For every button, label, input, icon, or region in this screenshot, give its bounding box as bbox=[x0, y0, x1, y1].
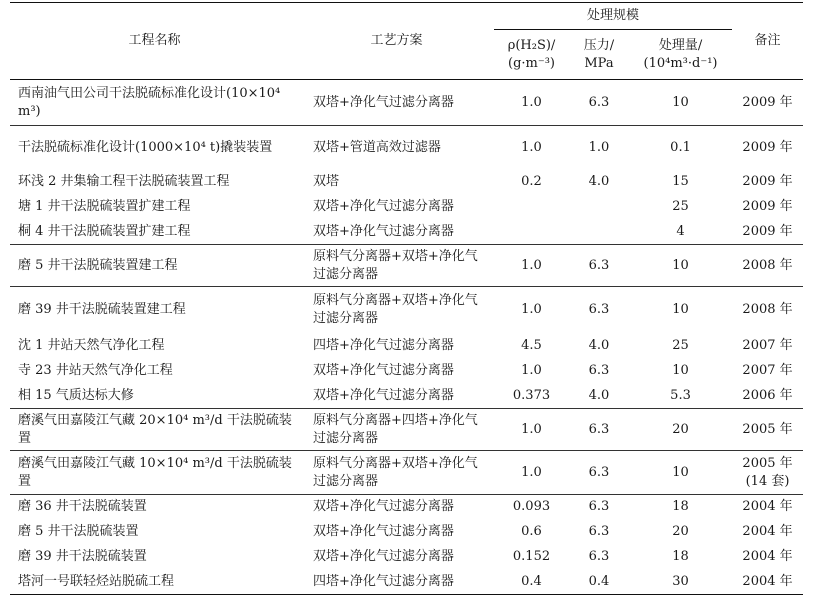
h2s-cell: 0.2 bbox=[521, 174, 542, 189]
process-scheme-cell: 双塔+管道高效过滤器 bbox=[299, 126, 494, 170]
pressure-cell: 6.3 bbox=[569, 245, 629, 287]
pressure-cell: 6.3 bbox=[588, 524, 610, 539]
note-cell: 2009 年 bbox=[732, 126, 803, 170]
note-cell: 2004 年 bbox=[732, 495, 803, 520]
h2s-cell: 0.373 bbox=[512, 387, 551, 403]
header-pressure-line1: 压力/ bbox=[583, 37, 615, 53]
h2s-cell: 0.152 bbox=[512, 549, 551, 564]
process-scheme-cell: 双塔 bbox=[313, 174, 340, 189]
process-scheme-cell: 双塔+净化气过滤分离器 bbox=[313, 549, 454, 564]
table-row bbox=[10, 570, 803, 595]
capacity-cell: 4 bbox=[676, 223, 685, 239]
pressure-cell: 1.0 bbox=[569, 126, 629, 170]
note-cell: 2007 年 bbox=[742, 363, 793, 378]
pressure-cell: 6.3 bbox=[569, 495, 629, 520]
capacity-cell: 30 bbox=[629, 570, 732, 595]
project-name-cell: 寺 23 井站天然气净化工程 bbox=[18, 363, 173, 378]
h2s-cell: 1.0 bbox=[494, 409, 569, 451]
h2s-cell bbox=[494, 195, 569, 220]
process-scheme-cell: 双塔+净化气过滤分离器 bbox=[313, 199, 454, 214]
pressure-cell: 6.3 bbox=[569, 409, 629, 451]
process-scheme-cell: 双塔+净化气过滤分离器 bbox=[313, 387, 454, 403]
table-body bbox=[10, 80, 803, 595]
pressure-cell: 6.3 bbox=[569, 287, 629, 334]
project-name-cell: 相 15 气质达标大修 bbox=[18, 387, 134, 403]
header-capacity bbox=[629, 30, 732, 80]
process-scheme-cell: 四塔+净化气过滤分离器 bbox=[299, 570, 494, 595]
pressure-cell: 4.0 bbox=[588, 338, 610, 353]
capacity-cell: 10 bbox=[629, 287, 732, 334]
capacity-cell: 10 bbox=[629, 245, 732, 287]
table-row bbox=[10, 520, 803, 545]
h2s-cell: 0.4 bbox=[494, 570, 569, 595]
project-name-cell: 磨溪气田嘉陵江气藏 10×10⁴ m³/d 干法脱硫装置 bbox=[10, 451, 299, 495]
pressure-cell: 6.3 bbox=[588, 363, 610, 378]
project-name-cell: 磨溪气田嘉陵江气藏 20×10⁴ m³/d 干法脱硫装置 bbox=[10, 409, 299, 451]
project-name-cell: 磨 36 井干法脱硫装置 bbox=[10, 495, 299, 520]
pressure-cell bbox=[569, 220, 629, 245]
process-scheme-cell: 四塔+净化气过滤分离器 bbox=[313, 338, 454, 353]
capacity-cell: 10 bbox=[672, 94, 689, 110]
pressure-cell: 6.3 bbox=[588, 549, 610, 564]
table-row bbox=[10, 287, 803, 334]
header-pressure-line2: MPa bbox=[584, 55, 614, 71]
header-h2s-line1: ρ(H₂S)/ bbox=[507, 37, 556, 53]
header-note: 备注 bbox=[732, 3, 803, 80]
capacity-cell: 10 bbox=[629, 451, 732, 495]
table-row bbox=[10, 80, 803, 126]
capacity-cell: 15 bbox=[672, 174, 689, 189]
h2s-cell: 1.0 bbox=[494, 451, 569, 495]
note-cell: 2008 年 bbox=[732, 245, 803, 287]
process-scheme-cell: 原料气分离器+双塔+净化气过滤分离器 bbox=[299, 287, 494, 334]
process-scheme-cell: 双塔+净化气过滤分离器 bbox=[313, 524, 454, 539]
table-row bbox=[10, 409, 803, 451]
h2s-cell: 0.093 bbox=[494, 495, 569, 520]
project-name-cell: 桐 4 井干法脱硫装置扩建工程 bbox=[18, 223, 191, 239]
header-h2s-concentration bbox=[494, 30, 569, 80]
project-name-cell: 磨 39 井干法脱硫装置 bbox=[18, 549, 147, 564]
header-pressure bbox=[569, 30, 629, 80]
process-scheme-cell: 双塔+净化气过滤分离器 bbox=[313, 223, 454, 239]
capacity-cell: 5.3 bbox=[670, 387, 691, 403]
h2s-cell: 0.6 bbox=[521, 524, 542, 539]
header-capacity-line1: 处理量/ bbox=[658, 37, 703, 53]
table-row bbox=[10, 245, 803, 287]
header-treatment-scale: 处理规模 bbox=[494, 3, 732, 30]
table-row bbox=[10, 195, 803, 220]
h2s-cell: 1.0 bbox=[494, 126, 569, 170]
process-scheme-cell: 原料气分离器+双塔+净化气过滤分离器 bbox=[299, 245, 494, 287]
process-scheme-cell: 原料气分离器+四塔+净化气过滤分离器 bbox=[299, 409, 494, 451]
table-row bbox=[10, 545, 803, 570]
project-name-cell: 磨 5 井干法脱硫装置 bbox=[18, 524, 139, 539]
capacity-cell: 25 bbox=[672, 199, 689, 214]
pressure-cell: 6.3 bbox=[588, 94, 610, 110]
project-name-cell: 塘 1 井干法脱硫装置扩建工程 bbox=[18, 199, 191, 214]
project-name-cell: 干法脱硫标准化设计(1000×10⁴ t)撬装装置 bbox=[10, 126, 299, 170]
project-name-cell: 塔河一号联轻烃站脱硫工程 bbox=[10, 570, 299, 595]
note-cell: 2007 年 bbox=[742, 338, 793, 353]
pressure-cell: 0.4 bbox=[569, 570, 629, 595]
pressure-cell: 6.3 bbox=[569, 451, 629, 495]
table-row bbox=[10, 126, 803, 170]
note-cell: 2005 年 bbox=[732, 409, 803, 451]
pressure-cell: 4.0 bbox=[588, 174, 610, 189]
capacity-cell: 0.1 bbox=[629, 126, 732, 170]
table-header bbox=[10, 3, 803, 80]
process-scheme-cell: 原料气分离器+双塔+净化气过滤分离器 bbox=[299, 451, 494, 495]
table-row bbox=[10, 495, 803, 520]
note-cell: 2006 年 bbox=[742, 387, 793, 403]
pressure-cell: 4.0 bbox=[588, 387, 610, 403]
table-row bbox=[10, 359, 803, 384]
project-name-cell: 磨 39 井干法脱硫装置建工程 bbox=[10, 287, 299, 334]
process-scheme-cell: 双塔+净化气过滤分离器 bbox=[313, 363, 454, 378]
capacity-cell: 20 bbox=[672, 524, 689, 539]
note-cell: 2009 年 bbox=[742, 94, 793, 110]
pressure-cell bbox=[569, 195, 629, 220]
note-cell: 2008 年 bbox=[732, 287, 803, 334]
note-cell: 2004 年 bbox=[732, 570, 803, 595]
h2s-cell: 1.0 bbox=[521, 94, 542, 110]
project-name-cell: 磨 5 井干法脱硫装置建工程 bbox=[10, 245, 299, 287]
project-name-cell: 沈 1 井站天然气净化工程 bbox=[18, 338, 165, 353]
h2s-cell bbox=[494, 220, 569, 245]
capacity-cell: 10 bbox=[672, 363, 689, 378]
project-name-cell: 西南油气田公司干法脱硫标准化设计(10×10⁴ m³) bbox=[18, 85, 281, 119]
project-name-cell: 环浅 2 井集输工程干法脱硫装置工程 bbox=[18, 174, 230, 189]
capacity-cell: 20 bbox=[629, 409, 732, 451]
capacity-cell: 18 bbox=[672, 549, 689, 564]
note-cell: 2005 年(14 套) bbox=[732, 451, 803, 495]
desulfurization-projects-table bbox=[10, 2, 803, 595]
table-row bbox=[10, 170, 803, 195]
note-cell: 2009 年 bbox=[742, 223, 793, 239]
process-scheme-cell: 双塔+净化气过滤分离器 bbox=[299, 495, 494, 520]
table-row bbox=[10, 451, 803, 495]
note-cell: 2004 年 bbox=[742, 549, 793, 564]
h2s-cell: 1.0 bbox=[494, 287, 569, 334]
table-row bbox=[10, 384, 803, 409]
table-row bbox=[10, 334, 803, 359]
note-cell: 2009 年 bbox=[742, 199, 793, 214]
note-cell: 2009 年 bbox=[742, 174, 793, 189]
table-row bbox=[10, 220, 803, 245]
process-scheme-cell: 双塔+净化气过滤分离器 bbox=[313, 94, 454, 110]
capacity-cell: 25 bbox=[672, 338, 689, 353]
capacity-cell: 18 bbox=[629, 495, 732, 520]
note-cell: 2004 年 bbox=[742, 524, 793, 539]
h2s-cell: 1.0 bbox=[494, 245, 569, 287]
header-process-scheme: 工艺方案 bbox=[299, 3, 494, 80]
header-capacity-line2: (10⁴m³·d⁻¹) bbox=[643, 55, 718, 71]
h2s-cell: 1.0 bbox=[521, 363, 542, 378]
header-project-name: 工程名称 bbox=[10, 3, 299, 80]
header-h2s-line2: (g·m⁻³) bbox=[508, 55, 555, 71]
h2s-cell: 4.5 bbox=[521, 338, 542, 353]
